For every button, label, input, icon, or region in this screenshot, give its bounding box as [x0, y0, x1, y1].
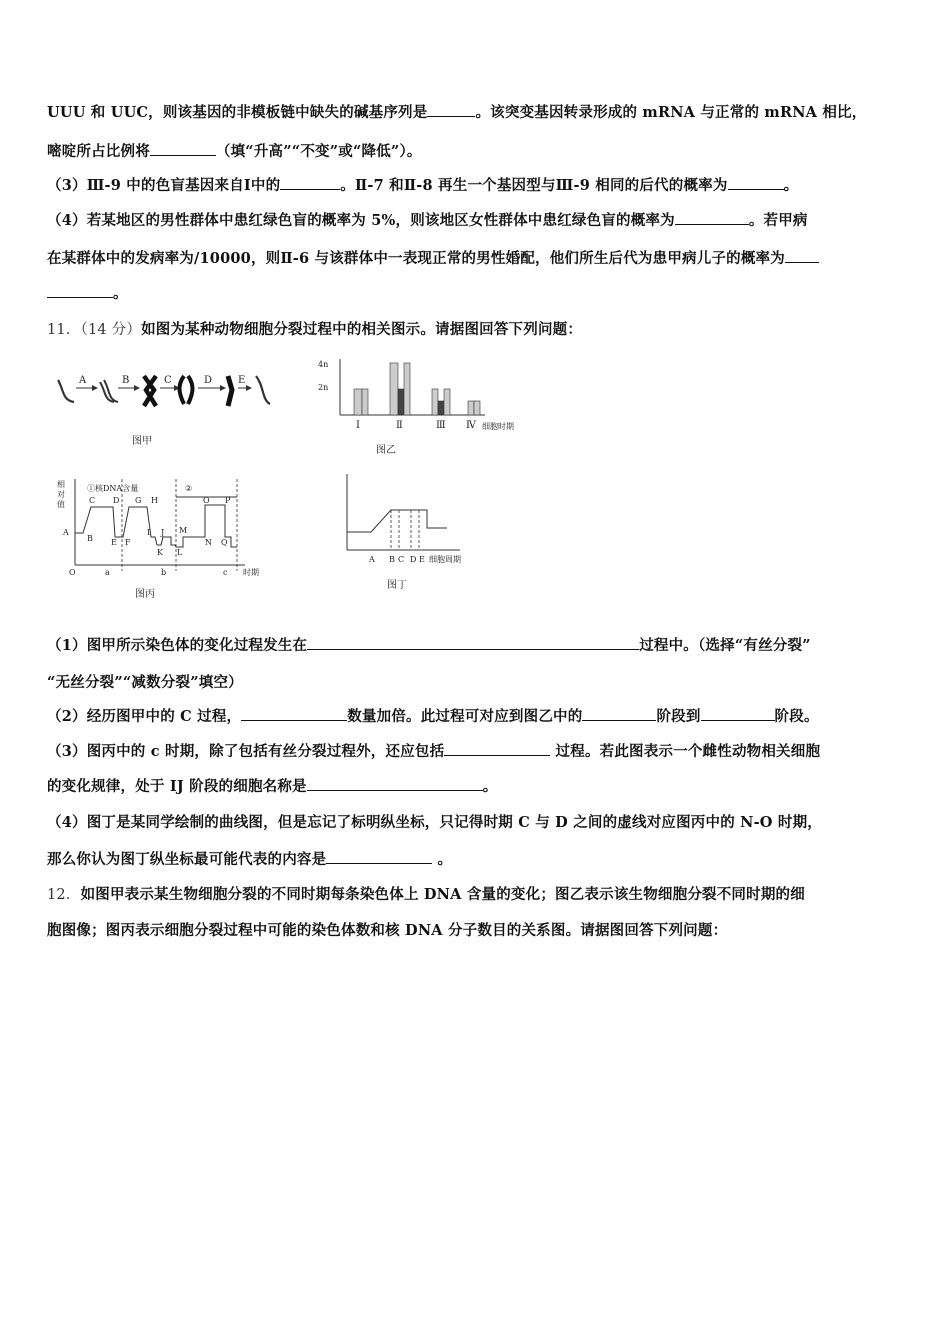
- point-q: Q: [221, 538, 228, 547]
- question-text: 如图为某种动物细胞分裂过程中的相关图示。请据图回答下列问题：: [141, 321, 583, 338]
- answer-blank[interactable]: [150, 141, 216, 156]
- caption-bing: 图丙: [135, 589, 155, 600]
- bar: [438, 401, 444, 415]
- answer-blank[interactable]: [326, 849, 432, 864]
- bar: [432, 389, 438, 415]
- point-o: O: [203, 496, 210, 505]
- x-tick-3: Ⅲ: [436, 420, 446, 431]
- bar: [468, 401, 474, 415]
- q11-2-text-d: 阶段。: [774, 708, 819, 725]
- q11-3b-text-a: 的变化规律，处于 IJ 阶段的细胞名称是: [47, 778, 307, 795]
- answer-blank[interactable]: [47, 283, 113, 298]
- q11-part-3b: [47, 775, 497, 796]
- line-2-part-2: （填“升高”“不变”或“降低”）。: [215, 143, 422, 160]
- question-11-heading: [47, 318, 582, 339]
- point-l: L: [177, 548, 183, 557]
- x-tick-c: C: [398, 555, 405, 564]
- q11-part-4b: [47, 848, 452, 869]
- bar: [362, 389, 368, 415]
- x-tick-c: c: [223, 568, 228, 577]
- q11-4-text: （4）图丁是某同学绘制的曲线图，但是忘记了标明纵坐标，只记得时期 C 与 D 之间的虚线对应图丙中的 N-O 时期，: [47, 814, 822, 831]
- q11-1b-text: “无丝分裂”“减数分裂”填空）: [47, 674, 243, 691]
- answer-blank[interactable]: [444, 741, 550, 756]
- figure-bing: [55, 475, 275, 605]
- q11-4b-text-a: 那么你认为图丁纵坐标最可能代表的内容是: [47, 851, 327, 868]
- bar: [390, 363, 398, 415]
- replicated-strand: [100, 380, 118, 402]
- x-tick-2: Ⅱ: [396, 420, 403, 431]
- arrow-head: [92, 385, 98, 391]
- q11-part-1: [47, 634, 811, 655]
- q11-part-1b: [47, 671, 243, 692]
- figure-ding: [335, 470, 495, 600]
- point-b: B: [87, 534, 93, 543]
- line-3-part-3: 。: [783, 177, 799, 194]
- answer-blank[interactable]: [785, 248, 819, 263]
- question-text-2: 胞图像；图丙表示细胞分裂过程中可能的染色体数和核 DNA 分子数目的关系图。请据图回答下列问题：: [47, 922, 728, 939]
- bar: [404, 363, 410, 415]
- label-b: B: [122, 375, 130, 386]
- answer-blank[interactable]: [241, 706, 347, 721]
- y-label-1: 相: [57, 480, 65, 489]
- text-line-3: [47, 174, 798, 195]
- bar: [398, 389, 404, 415]
- x-tick-e: E: [419, 555, 425, 564]
- point-e: E: [111, 538, 117, 547]
- figure-yi: [310, 355, 540, 460]
- text-line-4: [47, 209, 808, 230]
- ding-curve: [347, 510, 447, 532]
- question-text: 如图甲表示某生物细胞分裂的不同时期每条染色体上 DNA 含量的变化；图乙表示该生物细胞分裂不同时期的细: [80, 886, 805, 903]
- label-d: D: [204, 375, 213, 386]
- x-chromosome: [144, 376, 156, 406]
- q11-1-text-b: 过程中。（选择“有丝分裂”: [639, 637, 811, 654]
- x-tick-a: A: [369, 555, 375, 564]
- caption-ding: 图丁: [387, 580, 407, 591]
- answer-blank[interactable]: [280, 175, 340, 190]
- caption-jia: 图甲: [132, 436, 152, 447]
- text-line-2: [47, 140, 422, 161]
- q11-4b-text-b: 。: [432, 851, 453, 868]
- bar: [444, 389, 450, 415]
- q11-2-text-b: 数量加倍。此过程可对应到图乙中的: [347, 708, 583, 725]
- q11-part-2: [47, 705, 819, 726]
- y-label-3: 值: [57, 500, 65, 509]
- question-number: 12．: [47, 887, 81, 903]
- q11-part-3: [47, 740, 820, 761]
- legend-2: ②: [185, 484, 193, 493]
- x-axis-label: 细胞周期: [429, 555, 461, 564]
- separating-chromatids: [180, 376, 193, 404]
- figure-jia: [50, 360, 280, 450]
- line-5-part-1: 在某群体中的发病率为/10000，则Ⅱ-6 与该群体中一表现正常的男性婚配，他们所生后代为患甲病儿子的概率为: [47, 250, 785, 267]
- point-m: M: [179, 526, 188, 535]
- bar: [354, 389, 362, 415]
- line-4-part-2: 。若甲病: [748, 212, 808, 229]
- question-number: 11．（14 分）: [47, 322, 142, 338]
- y-tick-2n: 2n: [318, 383, 329, 392]
- x-tick-4: Ⅳ: [466, 420, 476, 431]
- arrow-head: [246, 385, 252, 391]
- answer-blank[interactable]: [307, 635, 639, 650]
- chromatin-strand: [58, 380, 74, 402]
- q11-1-text-a: （1）图甲所示染色体的变化过程发生在: [47, 637, 308, 654]
- q11-3-text-a: （3）图丙中的 c 时期，除了包括有丝分裂过程外，还应包括: [47, 743, 445, 760]
- point-k: K: [157, 548, 163, 557]
- line-6-part-1: 。: [113, 285, 128, 302]
- x-tick-1: Ⅰ: [356, 420, 360, 431]
- x-tick-b: b: [161, 568, 167, 577]
- x-axis-label: 细胞时期: [482, 422, 514, 431]
- answer-blank[interactable]: [728, 175, 784, 190]
- label-a: A: [79, 375, 87, 386]
- point-j: J: [161, 528, 165, 537]
- q11-2-text-c: 阶段到: [656, 708, 701, 725]
- point-f: F: [125, 538, 131, 547]
- line-3-part-2: 。Ⅱ-7 和Ⅱ-8 再生一个基因型与Ⅲ-9 相同的后代的概率为: [340, 177, 728, 194]
- point-g: G: [135, 496, 142, 505]
- chromatin-strand: [256, 376, 270, 404]
- point-h: H: [151, 496, 158, 505]
- text-line-6: [47, 282, 128, 303]
- answer-blank[interactable]: [701, 706, 775, 721]
- text-line-1: [47, 101, 866, 122]
- point-c: C: [89, 496, 96, 505]
- y-tick-4n: 4n: [318, 360, 329, 369]
- text-line-5: [47, 247, 819, 268]
- x-tick-d: D: [410, 555, 417, 564]
- arrow-head: [134, 385, 140, 391]
- point-a: A: [63, 528, 69, 537]
- line-3-part-1: （3）Ⅲ-9 中的色盲基因来自Ⅰ中的: [47, 177, 281, 194]
- answer-blank[interactable]: [582, 706, 656, 721]
- question-12-heading: [47, 883, 805, 904]
- q11-3-text-b: 过程。若此图表示一个雌性动物相关细胞: [550, 743, 821, 760]
- line-2-part-1: 嘧啶所占比例将: [47, 143, 150, 160]
- point-p: P: [225, 496, 231, 505]
- line-1-part-1: UUU 和 UUC，则该基因的非模板链中缺失的碱基序列是: [47, 104, 428, 121]
- line-1-part-2: 。该突变基因转录形成的 mRNA 与正常的 mRNA 相比，: [475, 104, 867, 121]
- point-d: D: [113, 496, 120, 505]
- y-label-2: 对: [57, 490, 65, 499]
- q11-3b-text-b: 。: [482, 778, 498, 795]
- arrow-head: [220, 385, 226, 391]
- x-tick-a: a: [105, 568, 110, 577]
- point-i: I: [147, 528, 151, 537]
- label-c: C: [164, 375, 172, 386]
- dna-curve: [75, 505, 237, 547]
- question-12-line-2: [47, 919, 727, 940]
- legend-1: ①核DNA含量: [87, 484, 139, 493]
- line-4-part-1: （4）若某地区的男性群体中患红绿色盲的概率为 5%，则该地区女性群体中患红绿色盲的概率为: [47, 212, 675, 229]
- x-axis-label: 时期: [243, 568, 259, 577]
- point-n: N: [205, 538, 212, 547]
- q11-part-4: [47, 811, 822, 832]
- x-tick-o: O: [69, 568, 76, 577]
- bar: [474, 401, 480, 415]
- chromosome: [228, 376, 232, 406]
- answer-blank[interactable]: [307, 776, 483, 791]
- answer-blank[interactable]: [675, 210, 749, 225]
- label-e: E: [238, 375, 246, 386]
- caption-yi: 图乙: [376, 445, 396, 456]
- answer-blank[interactable]: [427, 102, 475, 117]
- q11-2-text-a: （2）经历图甲中的 C 过程，: [47, 708, 242, 725]
- x-tick-b: B: [389, 555, 395, 564]
